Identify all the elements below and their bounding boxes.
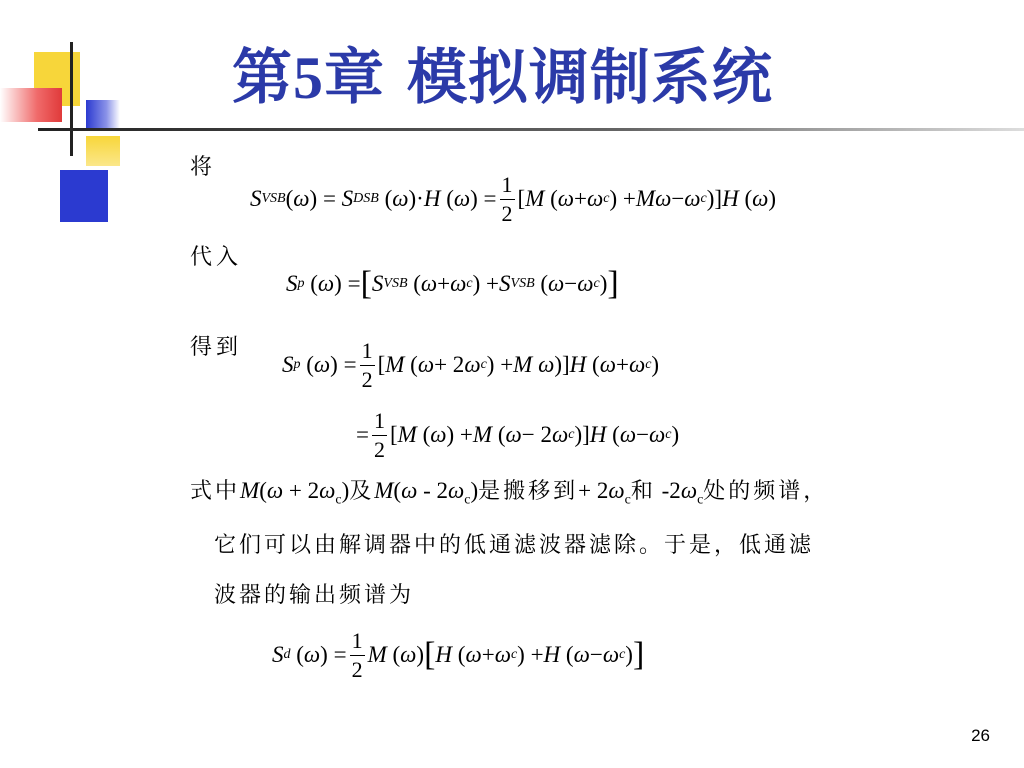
deco-blue-gradient <box>86 100 120 130</box>
text-ji: 及 <box>349 479 375 504</box>
title-prefix: 第 <box>232 43 293 113</box>
paragraph-line-3: 波器的输出频谱为 <box>214 583 415 608</box>
equation-sp: S p ( ω ) = [ S VSB ( ω + ω c ) + S VSB ( ω − ω c ) ] <box>286 265 619 302</box>
title-suffix: 章 模拟调制系统 <box>324 43 773 113</box>
title-underline <box>38 128 1024 131</box>
text-pinpu: 处的频谱， <box>703 479 829 504</box>
paragraph-line-1: 式中$M(\omega + 2\omega_c)$及$M(\omega - 2\omega_c)$是搬移到+ $2\omega_c$和 $-2\omega_c$处的频谱， <box>190 478 829 508</box>
deco-vertical-line <box>70 42 73 156</box>
equation-sp-result-1: S p ( ω ) = $\frac{1}{2}$ [ M ( ω + 2 ω c ) + M ω )] H ( ω + ω c ) <box>282 337 660 392</box>
deco-yellow-small <box>86 136 120 166</box>
equation-sd: S d ( ω ) = $\frac{1}{2}$ M ( ω ) [ H ( ω + ω c ) + H ( ω − ω c ) ] <box>272 627 645 682</box>
title-chapter-number: 5 <box>293 45 324 111</box>
deco-red-gradient <box>0 88 62 122</box>
text-banyi: 是搬移到 <box>478 479 579 504</box>
paragraph-line-2: 它们可以由解调器中的低通滤波器滤除。于是，低通滤 <box>214 533 815 558</box>
text-shizhong: 式中 <box>190 479 241 504</box>
slide-title <box>232 30 773 116</box>
label-dairu: 代入 <box>190 245 243 270</box>
label-dedao: 得到 <box>190 335 243 360</box>
equation-svsb: S VSB ( ω ) = S DSB ( ω )· H ( ω ) = $\frac{1}{2}$ [ M ( ω + ω c ) + M ω − ω c )] H ( ω ) <box>250 171 777 226</box>
text-he: 和 <box>630 479 656 504</box>
deco-blue-square <box>60 170 108 222</box>
label-jiang: 将 <box>190 155 217 180</box>
equation-sp-result-2: = $\frac{1}{2}$ [ M ( ω ) + M ( ω − 2 ω c )] H ( ω − ω c ) <box>356 407 680 462</box>
page-number: 26 <box>971 726 990 745</box>
